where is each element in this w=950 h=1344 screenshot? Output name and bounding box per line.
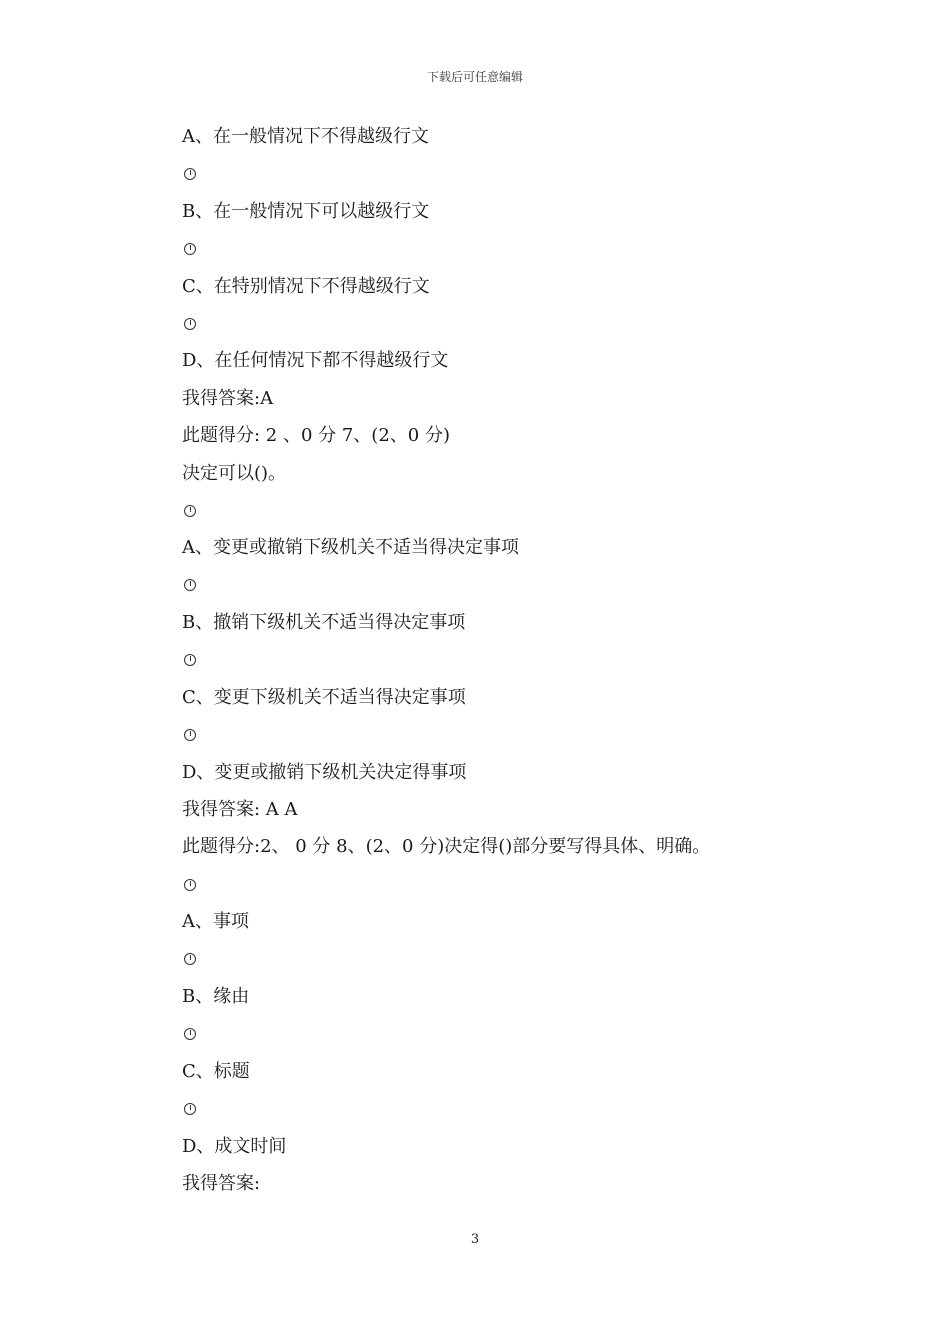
text-line: B、在一般情况下可以越级行文 (182, 200, 430, 222)
radio-button-icon[interactable] (184, 243, 196, 255)
text-line: 决定可以()。 (182, 462, 287, 484)
text-line: 我得答案:A (182, 387, 274, 409)
radio-button-icon[interactable] (184, 168, 196, 180)
text-line: B、撤销下级机关不适当得决定事项 (182, 612, 466, 634)
text-line: 我得答案: (182, 1172, 261, 1194)
radio-button-icon[interactable] (184, 953, 196, 965)
radio-option[interactable] (182, 155, 802, 192)
radio-option[interactable] (182, 567, 802, 604)
radio-button-icon[interactable] (184, 318, 196, 330)
radio-button-icon[interactable] (184, 505, 196, 517)
text-line: 此题得分:2、 0 分 8、(2、0 分)决定得()部分要写得具体、明确。 (182, 836, 711, 858)
text-line: 我得答案: A A (182, 799, 298, 821)
radio-option[interactable] (182, 1015, 802, 1052)
text-line: C、变更下级机关不适当得决定事项 (182, 686, 466, 708)
radio-option[interactable] (182, 716, 802, 753)
text-line: D、在任何情况下都不得越级行文 (182, 350, 449, 372)
radio-button-icon[interactable] (184, 1103, 196, 1115)
radio-button-icon[interactable] (184, 654, 196, 666)
text-line: D、变更或撤销下级机关决定得事项 (182, 761, 467, 783)
radio-option[interactable] (182, 941, 802, 978)
page-number: 3 (470, 1232, 480, 1247)
radio-option[interactable] (182, 1090, 802, 1127)
radio-button-icon[interactable] (184, 1028, 196, 1040)
radio-button-icon[interactable] (184, 729, 196, 741)
radio-button-icon[interactable] (184, 879, 196, 891)
text-line: C、在特别情况下不得越级行文 (182, 275, 430, 297)
text-line: D、成文时间 (182, 1135, 287, 1157)
text-line: A、在一般情况下不得越级行文 (182, 126, 429, 147)
text-line: A、事项 (182, 911, 249, 933)
text-line: A、变更或撤销下级机关不适当得决定事项 (182, 537, 519, 559)
text-line: B、缘由 (182, 985, 250, 1007)
radio-option[interactable] (182, 641, 802, 678)
radio-option[interactable] (182, 492, 802, 529)
text-line: 此题得分: 2 、0 分 7、(2、0 分) (182, 425, 450, 447)
text-line: C、标题 (182, 1060, 250, 1082)
radio-button-icon[interactable] (184, 579, 196, 591)
radio-option[interactable] (182, 230, 802, 267)
document-body (182, 118, 802, 1202)
radio-option[interactable] (182, 305, 802, 342)
page-header: 下载后可任意编辑 (426, 70, 523, 84)
radio-option[interactable] (182, 866, 802, 903)
